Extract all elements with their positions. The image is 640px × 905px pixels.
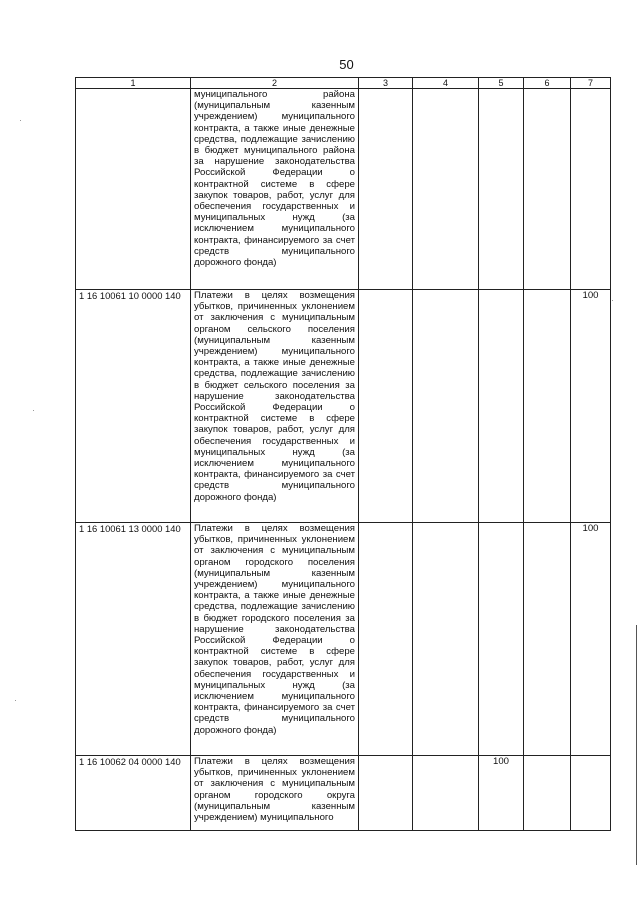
value-cell-7: 100 [571, 523, 611, 756]
column-header-1: 1 [76, 78, 191, 89]
column-header-4: 4 [413, 78, 479, 89]
value-cell-7 [571, 89, 611, 290]
value-cell-7: 100 [571, 290, 611, 523]
value-cell-5 [479, 523, 524, 756]
column-header-6: 6 [524, 78, 571, 89]
value-cell-5 [479, 290, 524, 523]
scan-edge-line [636, 625, 637, 865]
budget-code-cell [76, 89, 191, 290]
revenue-name-cell: муниципального района (муниципальным казенным учреждением) муниципального контракта, а также иные денежные средства, подлежащие зачислению в бюджет муниципального района за нарушение законодательства Российской Федерации о контрактной системе в сфере закупок товаров, работ, услуг для обеспечения государственных и муниципальных нужд (за исключением муниципального контракта, финансируемого за счет средств муниципального дорожного фонда) [191, 89, 359, 290]
value-cell-3 [359, 756, 413, 831]
revenue-name-cell: Платежи в целях возмещения убытков, причиненных уклонением от заключения с муниципальным органом городского округа (муниципальным казенным учреждением) муниципального [191, 756, 359, 831]
value-cell-6 [524, 756, 571, 831]
scan-speck [33, 410, 34, 411]
value-cell-4 [413, 756, 479, 831]
table-row [76, 290, 611, 523]
column-header-5: 5 [479, 78, 524, 89]
value-cell-4 [413, 290, 479, 523]
table-row [76, 756, 611, 831]
value-cell-3 [359, 290, 413, 523]
value-cell-4 [413, 523, 479, 756]
scan-speck [15, 700, 16, 701]
value-cell-3 [359, 523, 413, 756]
table-row [76, 523, 611, 756]
value-cell-6 [524, 523, 571, 756]
budget-code-cell: 1 16 10061 10 0000 140 [76, 290, 191, 523]
page-number: 50 [339, 57, 354, 72]
value-cell-5 [479, 89, 524, 290]
revenue-table [75, 77, 611, 831]
value-cell-4 [413, 89, 479, 290]
table-row [76, 89, 611, 290]
value-cell-6 [524, 89, 571, 290]
value-cell-6 [524, 290, 571, 523]
header-row [76, 78, 611, 89]
revenue-name-cell: Платежи в целях возмещения убытков, причиненных уклонением от заключения с муниципальным органом сельского поселения (муниципальным казенным учреждением) муниципального контракта, а также иные денежные средства, подлежащие зачислению в бюджет сельского поселения за нарушение законодательства Российской Федерации о контрактной системе в сфере закупок товаров, работ, услуг для обеспечения государственных и муниципальных нужд (за исключением муниципального контракта, финансируемого за счет средств муниципального дорожного фонда) [191, 290, 359, 523]
column-header-3: 3 [359, 78, 413, 89]
budget-code-cell: 1 16 10062 04 0000 140 [76, 756, 191, 831]
column-header-2: 2 [191, 78, 359, 89]
revenue-name-cell: Платежи в целях возмещения убытков, причиненных уклонением от заключения с муниципальным органом городского поселения (муниципальным казенным учреждением) муниципального контракта, а также иные денежные средства, подлежащие зачислению в бюджет городского поселения за нарушение законодательства Российской Федерации о контрактной системе в сфере закупок товаров, работ, услуг для обеспечения государственных и муниципальных нужд (за исключением муниципального контракта, финансируемого за счет средств муниципального дорожного фонда) [191, 523, 359, 756]
value-cell-7 [571, 756, 611, 831]
value-cell-5: 100 [479, 756, 524, 831]
column-header-7: 7 [571, 78, 611, 89]
budget-code-cell: 1 16 10061 13 0000 140 [76, 523, 191, 756]
scan-speck [612, 300, 613, 301]
scan-speck [20, 120, 21, 121]
value-cell-3 [359, 89, 413, 290]
